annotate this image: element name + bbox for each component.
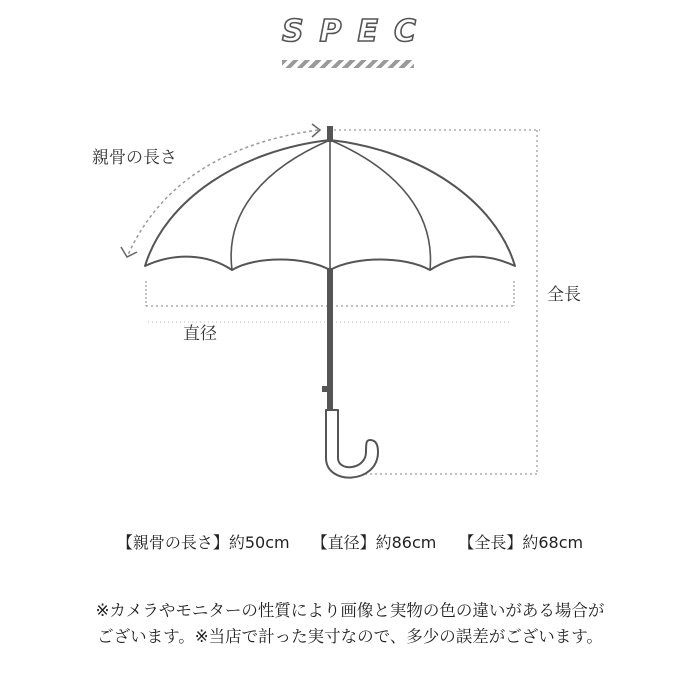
umbrella-runner-button	[322, 386, 328, 392]
disclaimer-line-1: ※カメラやモニターの性質により画像と実物の色の違いがある場合が	[95, 601, 605, 620]
disclaimer-note	[0, 598, 700, 650]
spec-rib-length: 【親骨の長さ】約50cm	[116, 533, 290, 552]
spec-diameter: 【直径】約86cm	[311, 533, 437, 552]
disclaimer-line-2: ございます。※当店で計った実寸なので、多少の誤差がございます。	[97, 627, 603, 646]
total-length-label: 全長	[547, 285, 581, 305]
umbrella-tip	[327, 126, 333, 142]
umbrella-handle	[326, 410, 378, 478]
diameter-label: 直径	[183, 324, 217, 344]
spec-title: SPEC	[281, 14, 433, 49]
rib-length-label: 親骨の長さ	[92, 148, 177, 168]
spec-total-length: 【全長】約68cm	[458, 533, 584, 552]
spec-measurements	[0, 530, 700, 553]
